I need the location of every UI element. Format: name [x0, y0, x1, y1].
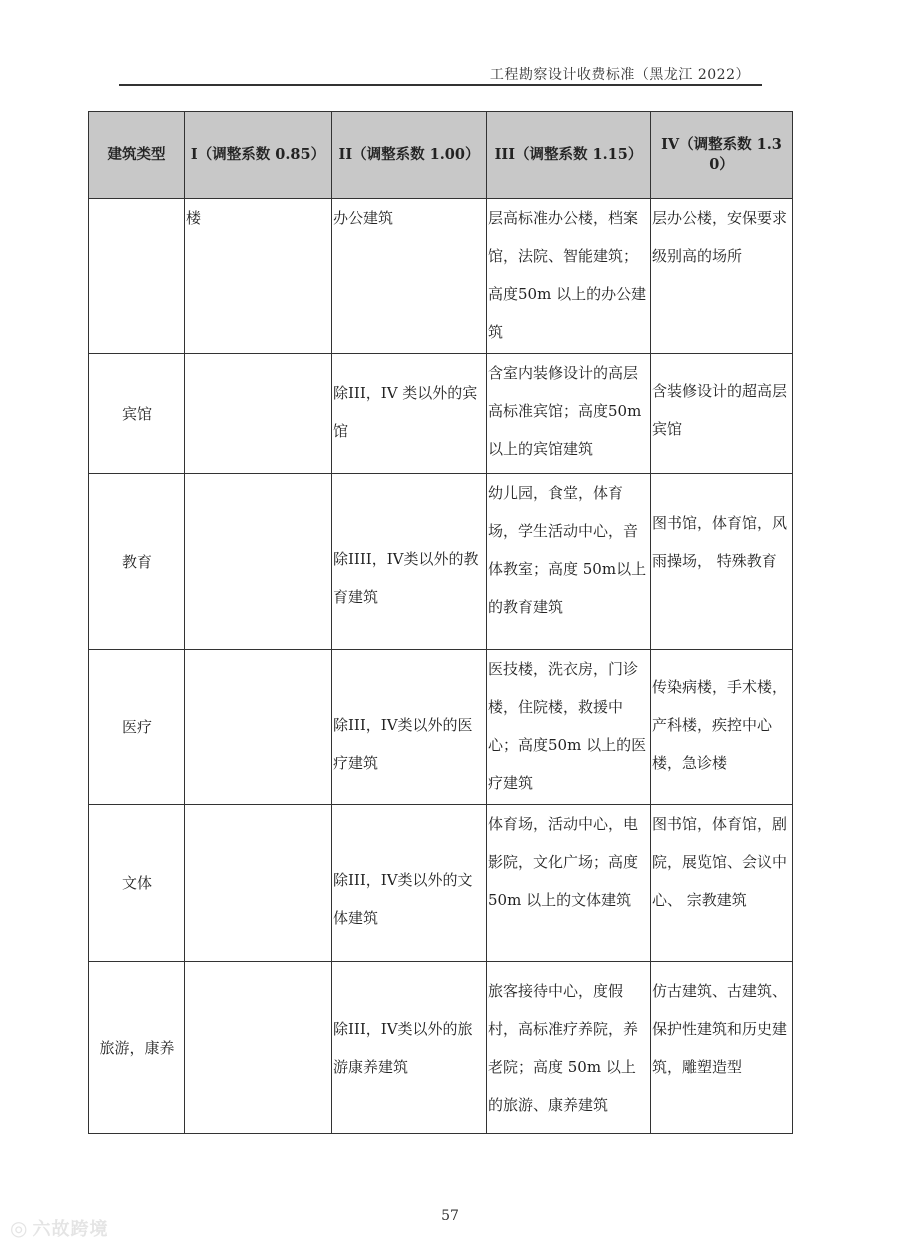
col-header-class-1: I（调整系数 0.85） — [185, 112, 332, 199]
cell-type: 文体 — [89, 805, 185, 962]
cell-class-2: 除III，IV 类以外的宾馆 — [332, 354, 487, 474]
table-row — [89, 650, 793, 805]
cell-class-2: 除III，IV类以外的医疗建筑 — [332, 650, 487, 805]
watermark — [10, 1215, 108, 1241]
cell-class-4: 层办公楼，安保要求级别高的场所 — [651, 199, 793, 354]
cell-class-1 — [185, 354, 332, 474]
running-header: 工程勘察设计收费标准（黑龙江 2022） — [489, 67, 750, 83]
cell-class-4: 图书馆，体育馆，剧院，展览馆、会议中心、 宗教建筑 — [651, 805, 793, 962]
table-row — [89, 962, 793, 1134]
page-number: 57 — [441, 1208, 459, 1224]
cell-class-3: 层高标准办公楼，档案馆，法院、智能建筑；高度50m 以上的办公建筑 — [487, 199, 651, 354]
table-row — [89, 354, 793, 474]
cell-type — [89, 199, 185, 354]
table-row — [89, 805, 793, 962]
table-row — [89, 474, 793, 650]
cell-type: 教育 — [89, 474, 185, 650]
cell-class-1 — [185, 474, 332, 650]
table-header-row — [89, 112, 793, 199]
cell-class-1 — [185, 650, 332, 805]
cell-class-3: 医技楼，洗衣房，门诊楼，住院楼，救援中心；高度50m 以上的医疗建筑 — [487, 650, 651, 805]
cell-type: 医疗 — [89, 650, 185, 805]
cell-class-2: 除III，IV类以外的旅游康养建筑 — [332, 962, 487, 1134]
cell-class-1 — [185, 805, 332, 962]
cell-type: 旅游，康养 — [89, 962, 185, 1134]
cell-class-3: 幼儿园，食堂，体育场，学生活动中心，音体教室；高度 50m以上的教育建筑 — [487, 474, 651, 650]
col-header-class-3: III（调整系数 1.15） — [487, 112, 651, 199]
cell-class-3: 旅客接待中心，度假村，高标准疗养院，养老院；高度 50m 以上的旅游、康养建筑 — [487, 962, 651, 1134]
cell-class-4: 仿古建筑、古建筑、保护性建筑和历史建筑，雕塑造型 — [651, 962, 793, 1134]
cell-class-4: 传染病楼，手术楼，产科楼，疾控中心楼，急诊楼 — [651, 650, 793, 805]
cell-type: 宾馆 — [89, 354, 185, 474]
cell-class-2: 办公建筑 — [332, 199, 487, 354]
fee-classification-table — [88, 111, 793, 1134]
cell-class-2: 除IIII，IV类以外的教育建筑 — [332, 474, 487, 650]
col-header-class-4: IV（调整系数 1.30） — [651, 112, 793, 199]
cell-class-1 — [185, 962, 332, 1134]
cell-class-1: 楼 — [185, 199, 332, 354]
watermark-logo-icon: ◎ — [10, 1216, 29, 1240]
cell-class-4: 图书馆，体育馆，风雨操场， 特殊教育 — [651, 474, 793, 650]
watermark-text: 六故跨境 — [32, 1219, 109, 1240]
col-header-class-2: II（调整系数 1.00） — [332, 112, 487, 199]
cell-class-3: 体育场，活动中心，电影院，文化广场；高度 50m 以上的文体建筑 — [487, 805, 651, 962]
cell-class-4: 含装修设计的超高层宾馆 — [651, 354, 793, 474]
cell-class-3: 含室内装修设计的高层高标准宾馆；高度50m 以上的宾馆建筑 — [487, 354, 651, 474]
col-header-type: 建筑类型 — [89, 112, 185, 199]
table-row — [89, 199, 793, 354]
header-rule — [119, 84, 762, 86]
cell-class-2: 除III，IV类以外的文体建筑 — [332, 805, 487, 962]
